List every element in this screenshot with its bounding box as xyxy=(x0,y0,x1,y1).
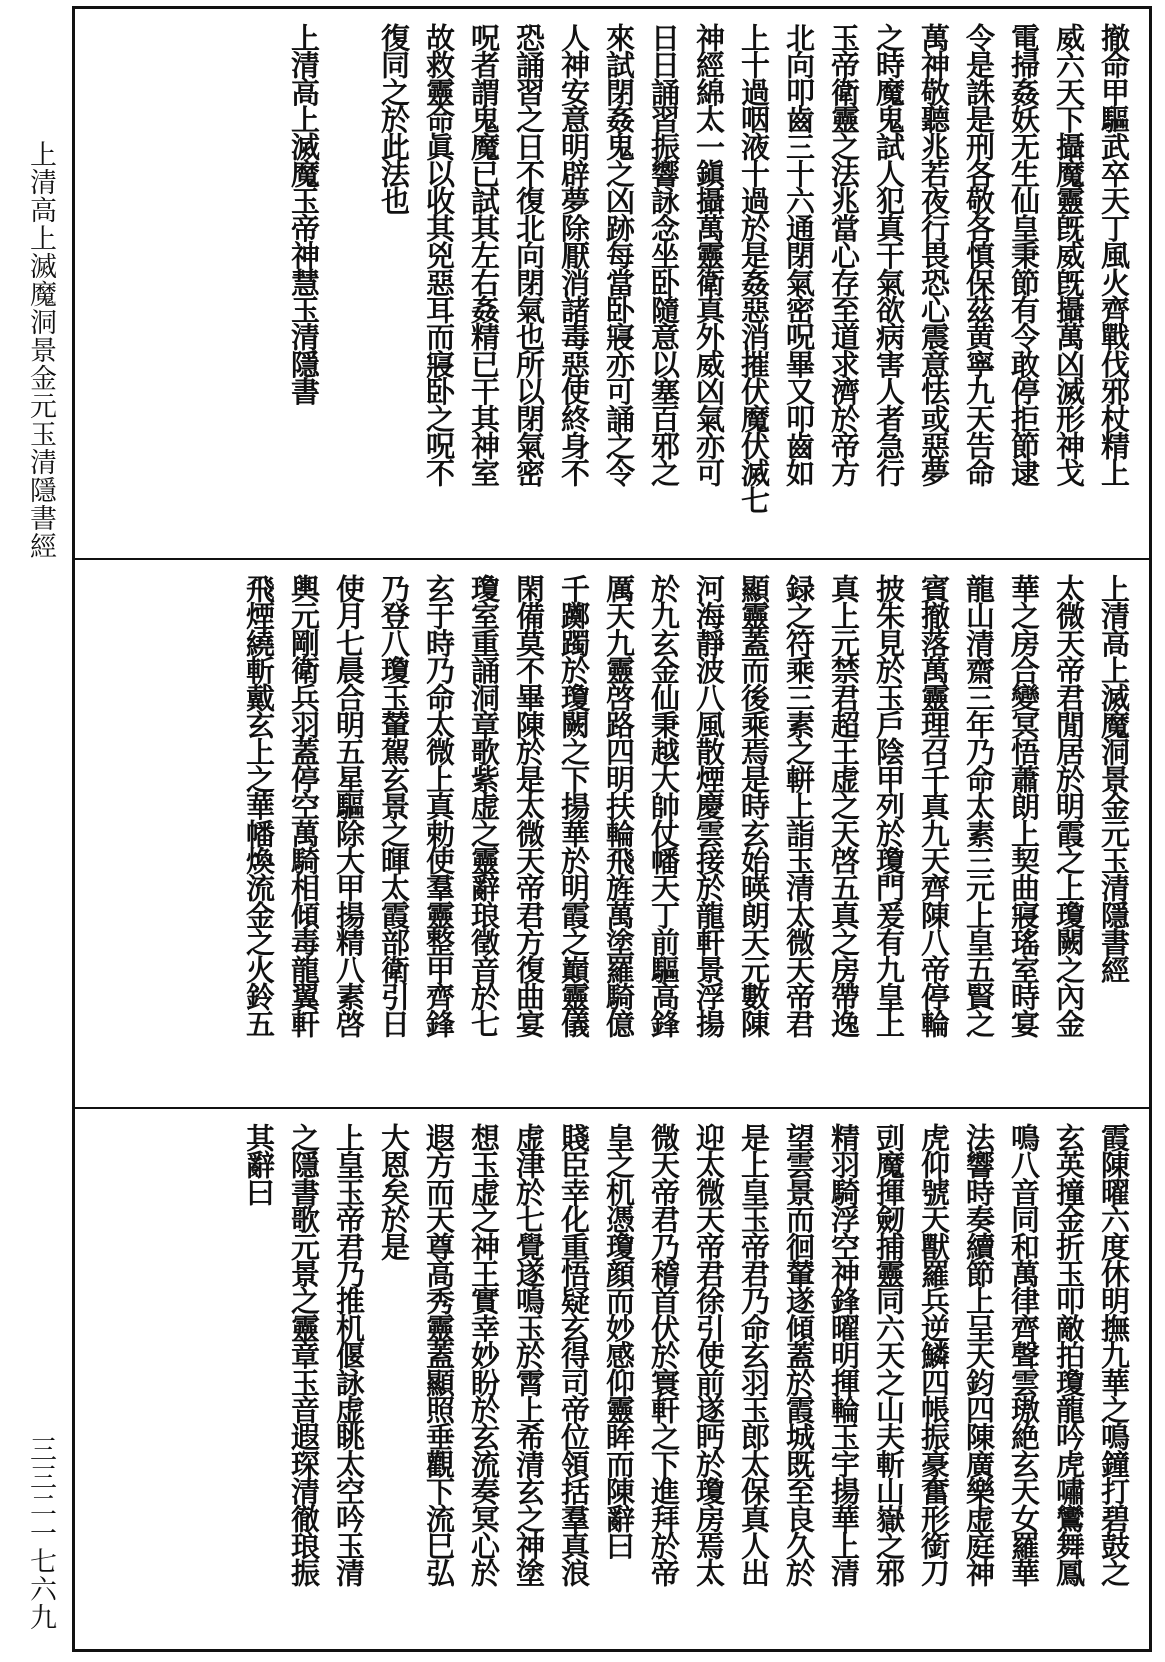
text-column: 賤臣幸化重悟疑玄得司帝位領括羣真浪 xyxy=(557,1123,591,1586)
text-column: 恐誦習之日不復北向閉氣也所以閉氣密 xyxy=(512,23,546,486)
text-column: 令是誅是刑各敬各慎保茲黄寧九天告命 xyxy=(962,23,996,486)
text-column: 日日誦習振響詠念坐卧隨意以塞百邪之 xyxy=(647,23,681,486)
text-column: 遐方而天尊高秀靈蓋顯照垂觀下流巳弘 xyxy=(422,1123,456,1586)
text-column: 輿元剛衛兵羽蓋停空萬騎相傾毒龍翼軒 xyxy=(287,574,321,1037)
text-panel-top xyxy=(75,9,1149,556)
text-column: 想玉虚之神王實幸妙盼於玄流奏冥心於 xyxy=(467,1123,501,1586)
text-column: 微天帝君乃稽首伏於寰軒之下進拜於帝 xyxy=(647,1123,681,1586)
text-column: 望雲景而徊輦遂傾蓋於霞城既至良久於 xyxy=(782,1123,816,1586)
text-column: 大恩矣於是 xyxy=(377,1123,411,1260)
text-column: 披朱見於玉戶陰甲列於瓊門爰有九皇上 xyxy=(872,574,906,1037)
text-column: 電掃姦妖无生仙皇秉節有令敢停拒節逮 xyxy=(1007,23,1041,486)
text-column: 於九玄金仙秉越大帥仗幡天丁前驅高鋒 xyxy=(647,574,681,1037)
text-column: 使月七晨合明五星驅除大甲揚精八素啓 xyxy=(332,574,366,1037)
text-column: 賓撤落萬靈理召千真九天齊陳八帝停輪 xyxy=(917,574,951,1037)
text-column: 法響時奏續節上呈天鈞四陳廣樂虚庭神 xyxy=(962,1123,996,1586)
text-column: 華之房合變冥悟蕭朗上契曲寢瑤室時宴 xyxy=(1007,574,1041,1037)
text-column: 乃登八瓊玉輦駕玄景之暉太霞部衛引日 xyxy=(377,574,411,1037)
text-column: 河海靜波八風散煙慶雲接於龍軒景浮揚 xyxy=(692,574,726,1037)
text-column: 玄英撞金折玉叩敵拍瓊龍吟虎嘯鸞舞鳳 xyxy=(1052,1123,1086,1586)
text-column: 上十過咽液十過於是姦惡消摧伏魔伏滅七 xyxy=(737,23,771,513)
text-column: 上清高上滅魔玉帝神慧玉清隱書 xyxy=(287,23,321,404)
text-column: 來試閉姦鬼之凶跡每當卧寢亦可誦之令 xyxy=(602,23,636,486)
text-column: 是上皇玉帝君乃命玄羽玉郎太保真人出 xyxy=(737,1123,771,1586)
text-column: 上皇玉帝君乃推机偃詠虚眺太空吟玉清 xyxy=(332,1123,366,1586)
text-column: 霞陳曜六度休明撫九華之鳴鐘打碧鼓之 xyxy=(1097,1123,1131,1586)
text-column: 鳴八音同和萬律齊聲雲璈絶玄天女羅華 xyxy=(1007,1123,1041,1586)
text-column: 迎太微天帝君徐引使前遂眄於瓊房焉太 xyxy=(692,1123,726,1586)
text-column: 龍山清齋三年乃命太素三元上皇五賢之 xyxy=(962,574,996,1037)
text-column: 閑備莫不畢陳於是太微天帝君方復曲宴 xyxy=(512,574,546,1037)
text-panel-bottom xyxy=(75,1107,1149,1649)
text-column: 録之符乘三素之軿上詣玉清太微天帝君 xyxy=(782,574,816,1037)
text-column: 瓊室重誦洞章歌紫虚之靈辭琅徵音於七 xyxy=(467,574,501,1037)
margin-page-number: 三三二一七六九 xyxy=(25,1435,56,1631)
text-column: 玄于時乃命太微上真勅使羣靈整甲齊鋒 xyxy=(422,574,456,1037)
text-column: 人神安意明辟夢除厭消諸毒惡使終身不 xyxy=(557,23,591,486)
text-column: 顯靈蓋而後乘焉是時玄始暎朗天元數陳 xyxy=(737,574,771,1037)
text-column: 威六天下攝魔靈旣威旣攝萬凶滅形神戈 xyxy=(1052,23,1086,486)
text-column: 皇之机憑瓊顔而妙感仰靈眸而陳辭曰 xyxy=(602,1123,636,1559)
text-column: 上清高上滅魔洞景金元玉清隱書經 xyxy=(1097,574,1131,983)
text-column: 真上元禁君超王虚之天啓五真之房帶逸 xyxy=(827,574,861,1037)
text-panel-middle xyxy=(75,558,1149,1105)
text-column: 呪者謂鬼魔已試其左右姦精已干其神室 xyxy=(467,23,501,486)
text-column: 復同之於此法也 xyxy=(377,23,411,214)
text-column: 故救靈命眞以收其兇惡耳而寢卧之呪不 xyxy=(422,23,456,486)
text-column: 太微天帝君閒居於明霞之上瓊闕之內金 xyxy=(1052,574,1086,1037)
text-column: 玉帝衛靈之法兆當心存至道求濟於帝方 xyxy=(827,23,861,486)
text-column: 虚津於七覺遂鳴玉於霄上希清玄之神塗 xyxy=(512,1123,546,1586)
text-column: 神經綿太一鎭攝萬靈衛真外威凶氣亦可 xyxy=(692,23,726,486)
text-column: 剅魔揮劒捕靈同六天之山夫斬山嶽之邪 xyxy=(872,1123,906,1586)
page-frame xyxy=(72,6,1152,1652)
text-column: 萬神敬聽兆若夜行畏恐心震意怯或惡夢 xyxy=(917,23,951,486)
text-column: 其辭曰 xyxy=(242,1123,276,1205)
text-column: 之隱書歌元景之靈章玉音遐琛清徹琅振 xyxy=(287,1123,321,1586)
text-column: 厲天九靈啓路四明扶輪飛旌萬塗羅騎億 xyxy=(602,574,636,1037)
text-column: 北向叩齒三十六通閉氣密呪畢又叩齒如 xyxy=(782,23,816,486)
text-column: 飛煙繞斬戴玄上之華幡煥流金之火鈴五 xyxy=(242,574,276,1037)
text-column: 千躑躅於瓊闕之下揚華於明霞之巔靈儀 xyxy=(557,574,591,1037)
text-column: 之時魔鬼試人犯真干氣欲病害人者急行 xyxy=(872,23,906,486)
margin-book-title: 上清高上滅魔洞景金元玉清隱書經 xyxy=(25,140,56,560)
text-column: 精羽騎浮空神鋒曜明揮輪玉宇揚華上清 xyxy=(827,1123,861,1586)
text-column: 撤命甲驅武卒天丁風火齊戰伐邪杖精上 xyxy=(1097,23,1131,486)
text-column: 虎仰號天獸羅兵逆鱗四帳振豪奮形銜刀 xyxy=(917,1123,951,1586)
